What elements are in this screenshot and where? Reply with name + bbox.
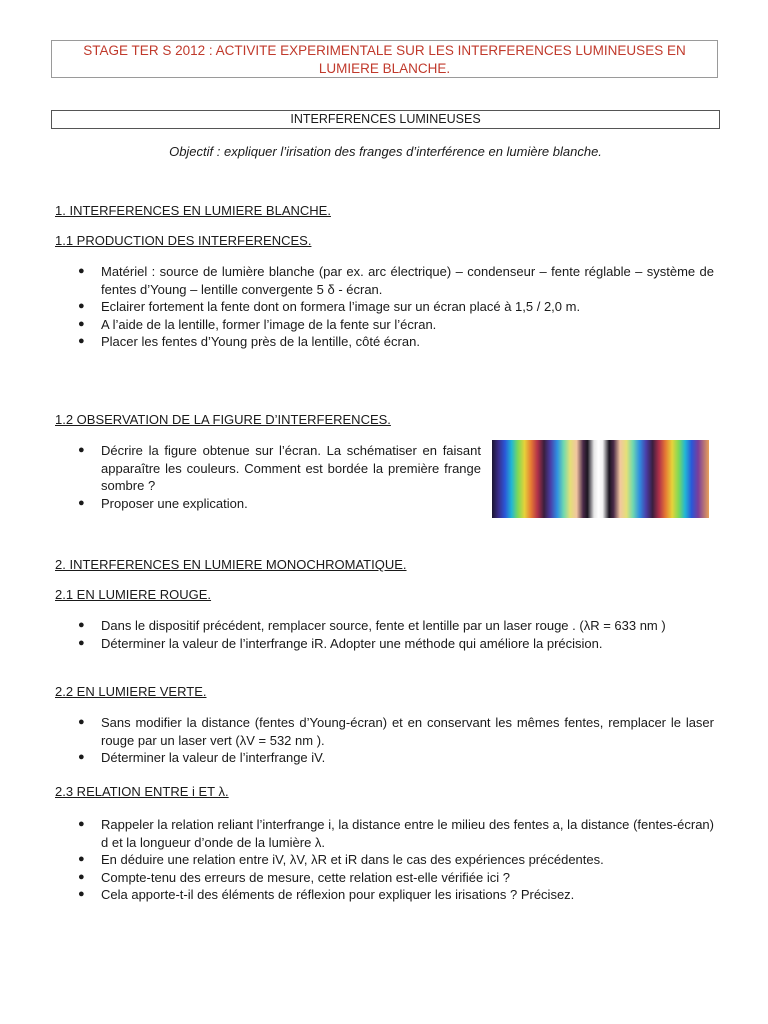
bullet-icon: ● (78, 888, 85, 900)
list-item: ● Matériel : source de lumière blanche (par ex. arc électrique) – condenseur – fente réglable – système de fentes d’Young – lentille convergente 5 δ - écran. (78, 264, 714, 297)
list-item: ● Rappeler la relation reliant l’interfrange i, la distance entre le milieu des fentes a, la distance (fentes-écran) d et la longueur d’onde de la lumière λ. (78, 817, 714, 850)
heading-1: 1. INTERFERENCES EN LUMIERE BLANCHE. (55, 203, 331, 218)
list-item: ● Sans modifier la distance (fentes d’Young-écran) et en conservant les mêmes fentes, remplacer le laser rouge par un laser vert (λV = 532 nm ). (78, 715, 714, 748)
list-2-3 (78, 816, 714, 904)
document-title-box (51, 40, 718, 78)
list-item: ● A l’aide de la lentille, former l’image de la fente sur l’écran. (78, 316, 437, 332)
list-item: ● Déterminer la valeur de l’interfrange iV. (78, 750, 326, 765)
title-line-1: STAGE TER S 2012 : ACTIVITE EXPERIMENTALE SUR LES INTERFERENCES LUMINEUSES EN (83, 43, 686, 58)
list-item: ● Eclairer fortement la fente dont on formera l’image sur un écran placé à 1,5 / 2,0 m. (78, 299, 581, 314)
heading-1-2: 1.2 OBSERVATION DE LA FIGURE D’INTERFERENCES. (55, 412, 391, 427)
list-item: ● Dans le dispositif précédent, remplacer source, fente et lentille par un laser rouge . (λR = 633 nm ) (78, 618, 666, 633)
bullet-icon: ● (78, 870, 85, 883)
list-item: ● Déterminer la valeur de l’interfrange iR. Adopter une méthode qui améliore la précision. (78, 635, 603, 651)
bullet-icon: ● (78, 853, 85, 865)
objective-text: Objectif : expliquer l’irisation des franges d’interférence en lumière blanche. (169, 144, 602, 159)
interference-fringes-image (492, 440, 709, 518)
list-item: ● Compte-tenu des erreurs de mesure, cette relation est-elle vérifiée ici ? (78, 869, 510, 885)
list-item: ● Décrire la figure obtenue sur l’écran. La schématiser en faisant apparaître les couleurs. Comment est bordée la première frange sombre ? (78, 443, 481, 493)
list-item: ● Proposer une explication. (78, 495, 248, 511)
bullet-icon: ● (78, 444, 85, 456)
heading-2-1: 2.1 EN LUMIERE ROUGE. (55, 587, 212, 602)
bullet-icon: ● (78, 335, 85, 347)
section-title: INTERFERENCES LUMINEUSES (51, 110, 720, 129)
list-item: ● En déduire une relation entre iV, λV, λR et iR dans le cas des expériences précédentes. (78, 852, 604, 867)
heading-2-2: 2.2 EN LUMIERE VERTE. (55, 684, 207, 699)
bullet-icon: ● (78, 716, 85, 728)
list-item: ● Cela apporte-t-il des éléments de réflexion pour expliquer les irisations ? Précisez. (78, 887, 575, 902)
title-line-2: LUMIERE BLANCHE. (318, 61, 451, 76)
bullet-icon: ● (78, 619, 85, 631)
list-item: ● Placer les fentes d’Young près de la lentille, côté écran. (78, 334, 420, 349)
list-2-2 (78, 714, 714, 767)
list-2-1 (78, 617, 714, 652)
bullet-icon: ● (78, 818, 85, 830)
bullet-icon: ● (78, 636, 85, 649)
heading-2: 2. INTERFERENCES EN LUMIERE MONOCHROMATIQUE. (55, 557, 407, 572)
list-1-2 (78, 442, 481, 512)
heading-1-1: 1.1 PRODUCTION DES INTERFERENCES. (55, 233, 312, 248)
bullet-icon: ● (78, 317, 85, 330)
heading-2-3: 2.3 RELATION ENTRE i ET λ. (55, 784, 229, 799)
bullet-icon: ● (78, 496, 85, 509)
bullet-icon: ● (78, 300, 85, 312)
list-1-1 (78, 263, 714, 351)
bullet-icon: ● (78, 265, 85, 277)
bullet-icon: ● (78, 751, 85, 763)
